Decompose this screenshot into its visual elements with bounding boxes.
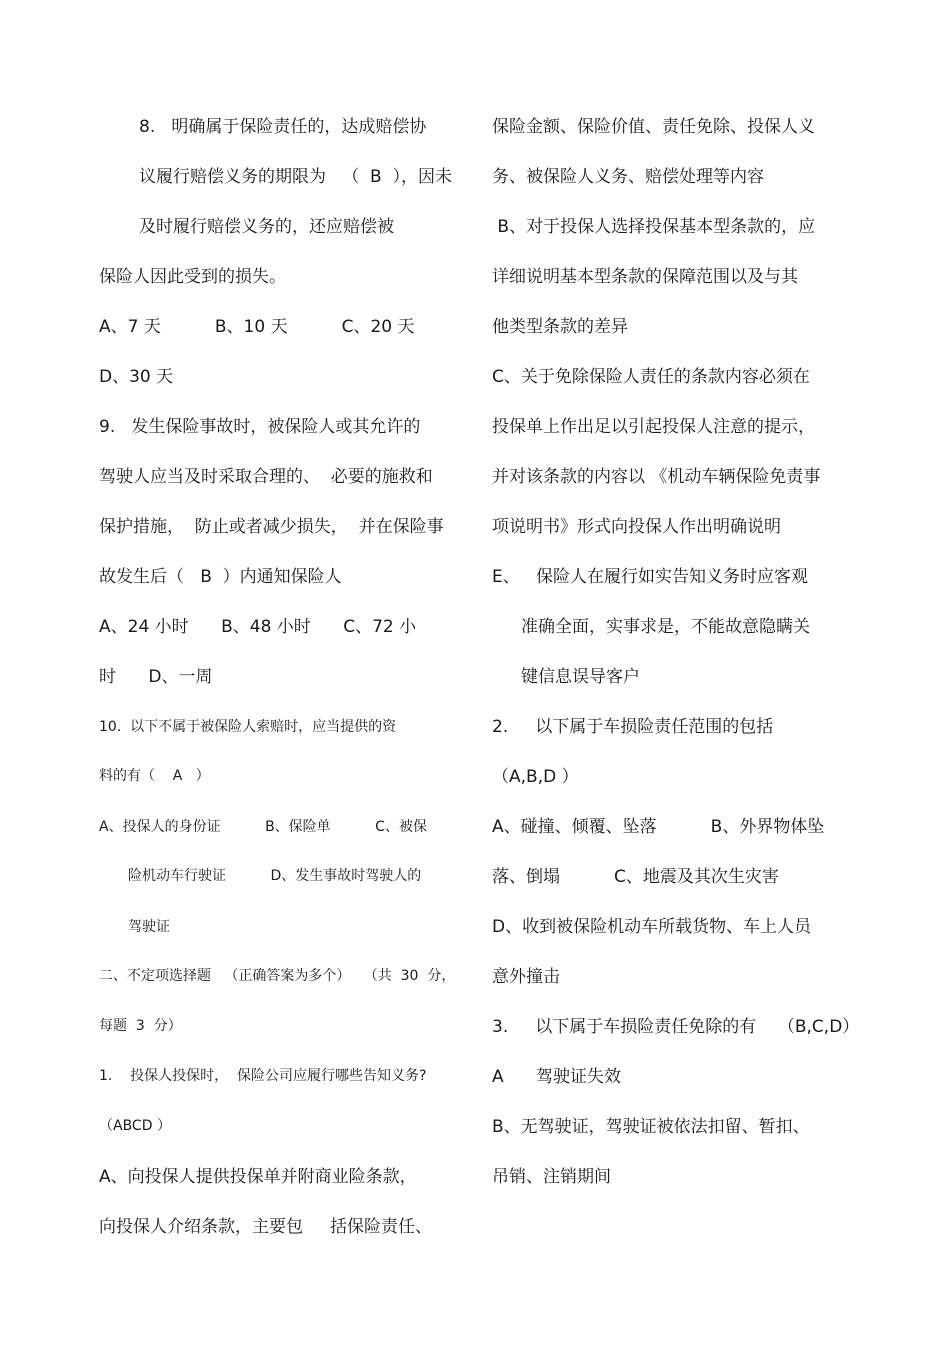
mq1-option-b-1: B、对于投保人选择投保基本型条款的，应 xyxy=(492,217,816,237)
mq1-option-e-2: 准确全面，实事求是，不能故意隐瞒关 xyxy=(521,617,810,637)
q8-line-4: 保险人因此受到的损失。 xyxy=(99,267,286,287)
q9-options-1: A、24 小时 B、48 小时 C、72 小 xyxy=(99,617,417,637)
mq1-option-a-3: 保险金额、保险价值、责任免除、投保人义 xyxy=(492,117,815,137)
q9-line-1: 9. 发生保险事故时，被保险人或其允许的 xyxy=(99,417,421,437)
mq1-option-c-3: 并对该条款的内容以 《机动车辆保险免责事 xyxy=(492,467,821,487)
mq2-options-4: 意外撞击 xyxy=(492,967,560,987)
mq2-line-1: 2. 以下属于车损险责任范围的包括 xyxy=(492,717,774,737)
q8-line-1: 8. 明确属于保险责任的，达成赔偿协 xyxy=(139,117,427,137)
q9-line-3: 保护措施， 防止或者减少损失， 并在保险事 xyxy=(99,517,444,537)
mq3-option-a: A 驾驶证失效 xyxy=(492,1067,622,1087)
q10-line-1: 10. 以下不属于被保险人索赔时，应当提供的资 xyxy=(99,719,397,735)
mq3-line-1: 3. 以下属于车损险责任免除的有 （B,C,D） xyxy=(492,1017,860,1037)
mq1-answer: （ABCD ） xyxy=(99,1118,171,1134)
section-2-heading: 二、不定项选择题 （正确答案为多个） （共 30 分， xyxy=(99,968,456,984)
mq1-option-a-1: A、向投保人提供投保单并附商业险条款， xyxy=(99,1167,417,1187)
mq3-option-b-1: B、无驾驶证，驾驶证被依法扣留、暂扣、 xyxy=(492,1117,810,1137)
mq1-option-a-4: 务、被保险人义务、赔偿处理等内容 xyxy=(492,167,764,187)
q10-options-1: A、投保人的身份证 B、保险单 C、被保 xyxy=(99,819,427,835)
q8-options-2: D、30 天 xyxy=(99,367,174,387)
q9-line-4: 故发生后（ B ）内通知保险人 xyxy=(99,567,342,587)
section-2-heading-line-2: 每题 3 分） xyxy=(99,1018,182,1034)
q9-options-2: 时 D、一周 xyxy=(99,667,213,687)
mq2-options-2: 落、倒塌 C、地震及其次生灾害 xyxy=(492,867,779,887)
mq1-option-b-3: 他类型条款的差异 xyxy=(492,317,628,337)
mq1-option-e-3: 键信息误导客户 xyxy=(521,667,640,687)
mq1-option-c-1: C、关于免除保险人责任的条款内容必须在 xyxy=(492,367,810,387)
q10-options-2: 险机动车行驶证 D、发生事故时驾驶人的 xyxy=(128,868,422,884)
mq1-option-e-1: E、 保险人在履行如实告知义务时应客观 xyxy=(492,567,808,587)
q8-line-3: 及时履行赔偿义务的，还应赔偿被 xyxy=(139,217,394,237)
mq2-options-1: A、碰撞、倾覆、坠落 B、外界物体坠 xyxy=(492,817,825,837)
q10-line-2: 料的有（ A ） xyxy=(99,768,210,784)
mq1-option-a-2: 向投保人介绍条款，主要包 括保险责任、 xyxy=(99,1217,433,1237)
mq1-option-c-2: 投保单上作出足以引起投保人注意的提示， xyxy=(492,417,815,437)
mq1-line-1: 1. 投保人投保时， 保险公司应履行哪些告知义务? xyxy=(99,1068,427,1084)
mq2-answer: （A,B,D ） xyxy=(492,767,579,787)
q10-options-3: 驾驶证 xyxy=(128,919,170,935)
mq1-option-c-4: 项说明书》形式向投保人作出明确说明 xyxy=(492,517,781,537)
q8-options-1: A、7 天 B、10 天 C、20 天 xyxy=(99,317,415,337)
mq1-option-b-2: 详细说明基本型条款的保障范围以及与其 xyxy=(492,267,798,287)
q8-line-2: 议履行赔偿义务的期限为 （ B ），因未 xyxy=(139,167,452,187)
mq2-options-3: D、收到被保险机动车所载货物、车上人员 xyxy=(492,917,812,937)
q9-line-2: 驾驶人应当及时采取合理的、 必要的施救和 xyxy=(99,467,433,487)
mq3-option-b-2: 吊销、注销期间 xyxy=(492,1167,611,1187)
